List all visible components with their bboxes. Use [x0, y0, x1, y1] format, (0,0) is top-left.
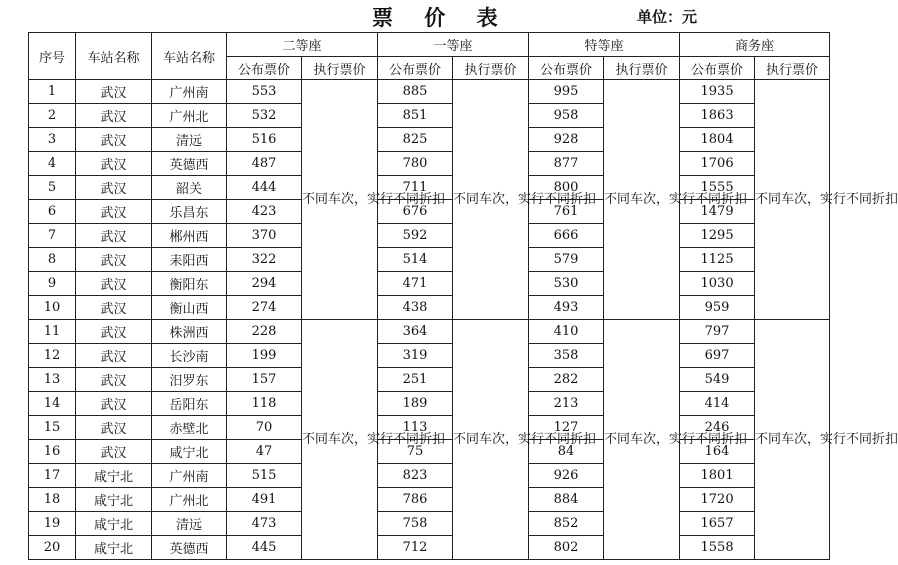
cell-second-published: 157	[227, 368, 302, 392]
cell-second-published: 445	[227, 536, 302, 560]
cell-seq: 3	[29, 128, 76, 152]
header-to-station: 车站名称	[152, 33, 227, 80]
table-row	[29, 80, 830, 104]
cell-special-published: 84	[529, 440, 604, 464]
cell-second-published: 444	[227, 176, 302, 200]
cell-second-published: 70	[227, 416, 302, 440]
cell-second-published: 532	[227, 104, 302, 128]
cell-special-published: 213	[529, 392, 604, 416]
cell-to-station: 广州北	[152, 104, 227, 128]
cell-to-station: 广州南	[152, 80, 227, 104]
cell-first-published: 189	[378, 392, 453, 416]
cell-to-station: 广州南	[152, 464, 227, 488]
cell-seq: 19	[29, 512, 76, 536]
cell-business-published: 697	[680, 344, 755, 368]
header-seq: 序号	[29, 33, 76, 80]
cell-to-station: 长沙南	[152, 344, 227, 368]
cell-to-station: 英德西	[152, 536, 227, 560]
cell-seq: 2	[29, 104, 76, 128]
cell-special-published: 877	[529, 152, 604, 176]
cell-first-published: 676	[378, 200, 453, 224]
cell-business-published: 414	[680, 392, 755, 416]
cell-from-station: 武汉	[76, 320, 152, 344]
cell-to-station: 衡阳东	[152, 272, 227, 296]
fare-table	[28, 32, 898, 560]
cell-special-published: 530	[529, 272, 604, 296]
cell-first-published: 851	[378, 104, 453, 128]
table-title: 票 价 表	[372, 5, 510, 30]
cell-business-published: 164	[680, 440, 755, 464]
cell-first-published: 885	[378, 80, 453, 104]
cell-to-station: 衡山西	[152, 296, 227, 320]
cell-special-published: 995	[529, 80, 604, 104]
cell-to-station: 乐昌东	[152, 200, 227, 224]
cell-to-station: 韶关	[152, 176, 227, 200]
cell-first-published: 823	[378, 464, 453, 488]
cell-to-station: 耒阳西	[152, 248, 227, 272]
cell-from-station: 武汉	[76, 272, 152, 296]
header-business-executed: 执行票价	[755, 57, 830, 80]
cell-second-published: 322	[227, 248, 302, 272]
cell-special-published: 666	[529, 224, 604, 248]
table-row	[29, 512, 830, 536]
header-second-published: 公布票价	[227, 57, 302, 80]
header-second-class: 二等座	[227, 33, 378, 57]
cell-first-published: 471	[378, 272, 453, 296]
cell-second-published: 199	[227, 344, 302, 368]
cell-special-published: 800	[529, 176, 604, 200]
cell-from-station: 武汉	[76, 152, 152, 176]
cell-second-published: 47	[227, 440, 302, 464]
cell-second-published: 294	[227, 272, 302, 296]
cell-business-published: 1863	[680, 104, 755, 128]
cell-special-published: 282	[529, 368, 604, 392]
table-row	[29, 272, 830, 296]
cell-second-published: 370	[227, 224, 302, 248]
cell-business-published: 1720	[680, 488, 755, 512]
header-first-class: 一等座	[378, 33, 529, 57]
cell-first-published: 711	[378, 176, 453, 200]
cell-special-published: 958	[529, 104, 604, 128]
cell-first-published: 75	[378, 440, 453, 464]
cell-first-published: 113	[378, 416, 453, 440]
cell-first-published: 786	[378, 488, 453, 512]
cell-from-station: 武汉	[76, 200, 152, 224]
cell-second-published: 491	[227, 488, 302, 512]
cell-second-published: 487	[227, 152, 302, 176]
header-first-executed: 执行票价	[453, 57, 529, 80]
cell-to-station: 广州北	[152, 488, 227, 512]
cell-from-station: 武汉	[76, 368, 152, 392]
cell-seq: 1	[29, 80, 76, 104]
cell-seq: 17	[29, 464, 76, 488]
cell-second-executed-note: 不同车次，实行不同折扣	[302, 80, 378, 320]
cell-seq: 18	[29, 488, 76, 512]
cell-from-station: 武汉	[76, 224, 152, 248]
table-row	[29, 104, 830, 128]
cell-from-station: 武汉	[76, 392, 152, 416]
cell-seq: 10	[29, 296, 76, 320]
cell-special-published: 410	[529, 320, 604, 344]
cell-first-published: 438	[378, 296, 453, 320]
cell-seq: 20	[29, 536, 76, 560]
cell-seq: 12	[29, 344, 76, 368]
cell-business-published: 1555	[680, 176, 755, 200]
header-first-published: 公布票价	[378, 57, 453, 80]
cell-special-published: 358	[529, 344, 604, 368]
title-bar	[0, 0, 845, 30]
cell-from-station: 武汉	[76, 176, 152, 200]
cell-first-published: 712	[378, 536, 453, 560]
table-body	[29, 80, 898, 560]
table-row	[29, 344, 830, 368]
table-row	[29, 224, 830, 248]
table-row	[29, 368, 830, 392]
cell-second-published: 423	[227, 200, 302, 224]
table-row	[29, 248, 830, 272]
cell-special-executed-note: 不同车次，实行不同折扣	[604, 320, 680, 560]
table-row	[29, 392, 830, 416]
header-second-executed: 执行票价	[302, 57, 378, 80]
cell-to-station: 汨罗东	[152, 368, 227, 392]
cell-from-station: 武汉	[76, 248, 152, 272]
cell-first-published: 825	[378, 128, 453, 152]
cell-from-station: 咸宁北	[76, 464, 152, 488]
cell-first-published: 592	[378, 224, 453, 248]
cell-to-station: 清远	[152, 512, 227, 536]
cell-business-executed-note: 不同车次，实行不同折扣	[755, 320, 830, 560]
cell-from-station: 武汉	[76, 296, 152, 320]
header-special-class: 特等座	[529, 33, 680, 57]
cell-to-station: 英德西	[152, 152, 227, 176]
cell-first-published: 319	[378, 344, 453, 368]
cell-special-published: 761	[529, 200, 604, 224]
cell-business-published: 1801	[680, 464, 755, 488]
table-row	[29, 296, 830, 320]
cell-special-published: 127	[529, 416, 604, 440]
table-row	[29, 536, 830, 560]
cell-seq: 4	[29, 152, 76, 176]
cell-business-published: 1030	[680, 272, 755, 296]
cell-business-executed-note: 不同车次，实行不同折扣	[755, 80, 830, 320]
cell-business-published: 1706	[680, 152, 755, 176]
cell-special-published: 926	[529, 464, 604, 488]
cell-first-executed-note: 不同车次，实行不同折扣	[453, 80, 529, 320]
cell-special-published: 852	[529, 512, 604, 536]
header-business-published: 公布票价	[680, 57, 755, 80]
cell-first-published: 251	[378, 368, 453, 392]
cell-second-published: 553	[227, 80, 302, 104]
cell-to-station: 清远	[152, 128, 227, 152]
cell-from-station: 武汉	[76, 80, 152, 104]
cell-second-published: 516	[227, 128, 302, 152]
cell-first-executed-note: 不同车次，实行不同折扣	[453, 320, 529, 560]
table-row	[29, 320, 830, 344]
cell-business-published: 549	[680, 368, 755, 392]
cell-seq: 5	[29, 176, 76, 200]
cell-second-published: 515	[227, 464, 302, 488]
cell-to-station: 岳阳东	[152, 392, 227, 416]
cell-special-published: 928	[529, 128, 604, 152]
cell-second-published: 118	[227, 392, 302, 416]
cell-from-station: 武汉	[76, 128, 152, 152]
cell-second-published: 473	[227, 512, 302, 536]
cell-business-published: 1125	[680, 248, 755, 272]
cell-seq: 7	[29, 224, 76, 248]
cell-second-published: 228	[227, 320, 302, 344]
cell-from-station: 咸宁北	[76, 536, 152, 560]
cell-special-published: 884	[529, 488, 604, 512]
header-special-executed: 执行票价	[604, 57, 680, 80]
cell-first-published: 780	[378, 152, 453, 176]
cell-to-station: 株洲西	[152, 320, 227, 344]
cell-to-station: 郴州西	[152, 224, 227, 248]
cell-first-published: 364	[378, 320, 453, 344]
cell-from-station: 武汉	[76, 104, 152, 128]
header-from-station: 车站名称	[76, 33, 152, 80]
cell-business-published: 1804	[680, 128, 755, 152]
cell-seq: 15	[29, 416, 76, 440]
cell-second-published: 274	[227, 296, 302, 320]
cell-special-published: 802	[529, 536, 604, 560]
cell-seq: 13	[29, 368, 76, 392]
cell-business-published: 1558	[680, 536, 755, 560]
table-row	[29, 488, 830, 512]
cell-seq: 14	[29, 392, 76, 416]
cell-first-published: 758	[378, 512, 453, 536]
cell-from-station: 咸宁北	[76, 488, 152, 512]
cell-business-published: 1935	[680, 80, 755, 104]
cell-business-published: 959	[680, 296, 755, 320]
cell-seq: 16	[29, 440, 76, 464]
table-header	[29, 33, 830, 80]
cell-to-station: 咸宁北	[152, 440, 227, 464]
cell-business-published: 1657	[680, 512, 755, 536]
table-row	[29, 152, 830, 176]
cell-special-published: 579	[529, 248, 604, 272]
header-business-class: 商务座	[680, 33, 830, 57]
cell-seq: 11	[29, 320, 76, 344]
cell-second-executed-note: 不同车次，实行不同折扣	[302, 320, 378, 560]
header-special-published: 公布票价	[529, 57, 604, 80]
cell-business-published: 246	[680, 416, 755, 440]
cell-business-published: 1479	[680, 200, 755, 224]
cell-business-published: 1295	[680, 224, 755, 248]
cell-special-published: 493	[529, 296, 604, 320]
cell-first-published: 514	[378, 248, 453, 272]
cell-from-station: 武汉	[76, 344, 152, 368]
cell-business-published: 797	[680, 320, 755, 344]
cell-seq: 6	[29, 200, 76, 224]
cell-seq: 9	[29, 272, 76, 296]
cell-from-station: 武汉	[76, 416, 152, 440]
cell-to-station: 赤壁北	[152, 416, 227, 440]
cell-from-station: 咸宁北	[76, 512, 152, 536]
cell-special-executed-note: 不同车次，实行不同折扣	[604, 80, 680, 320]
table-row	[29, 464, 830, 488]
table-row	[29, 128, 830, 152]
cell-from-station: 武汉	[76, 440, 152, 464]
unit-label: 单位：元	[637, 8, 698, 26]
cell-seq: 8	[29, 248, 76, 272]
